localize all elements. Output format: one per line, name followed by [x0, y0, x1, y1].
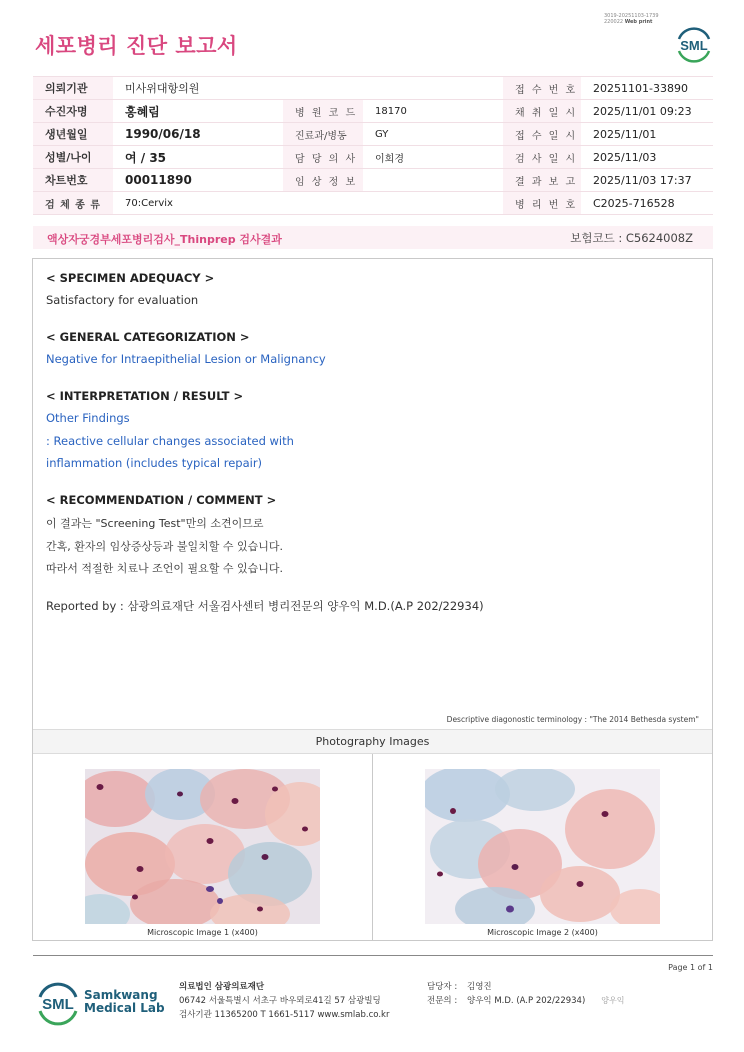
receipt-date-value: 2025/11/01 — [581, 123, 713, 146]
receipt-number-value: 20251101-33890 — [581, 77, 713, 100]
brand-line-1: Samkwang — [84, 988, 158, 1002]
info-row — [33, 123, 713, 146]
interpretation-line: : Reactive cellular changes associated with — [46, 434, 294, 448]
pathology-number-value: C2025-716528 — [581, 192, 713, 215]
info-row — [33, 146, 713, 169]
specimen-type-label: 검 체 종 류 — [33, 192, 113, 215]
specimen-type-value: 70:Cervix — [113, 192, 503, 215]
pathology-number-label: 병 리 번 호 — [503, 192, 581, 215]
result-report-value: 2025/11/03 17:37 — [581, 169, 713, 192]
report-title: 세포병리 진단 보고서 — [35, 34, 238, 58]
hospital-code-value: 18170 — [363, 100, 503, 123]
info-row — [33, 192, 713, 215]
test-name-bar — [33, 226, 713, 249]
print-number: 220022 — [604, 19, 624, 25]
receipt-date-label: 접 수 일 시 — [503, 123, 581, 146]
print-info — [604, 13, 659, 25]
brand-name — [84, 989, 165, 1015]
result-box — [32, 258, 713, 941]
physician-value: 이희경 — [363, 146, 503, 169]
result-report-label: 결 과 보 고 — [503, 169, 581, 192]
hospital-code-label: 병 원 코 드 — [283, 100, 363, 123]
microscopic-image-2-graphic — [425, 769, 660, 924]
logo-text: SML — [680, 38, 708, 53]
page-number: Page 1 of 1 — [668, 963, 713, 972]
general-categorization-heading: < GENERAL CATEGORIZATION > — [46, 330, 250, 344]
staff-label: 담당자 : — [427, 982, 458, 992]
clinical-info-value — [363, 169, 503, 192]
interpretation-line: inflammation (includes typical repair) — [46, 456, 263, 470]
birth-date-label: 생년월일 — [33, 123, 113, 146]
patient-name-value: 홍혜림 — [113, 100, 283, 123]
sml-logo-icon — [35, 980, 81, 1026]
test-date-label: 검 사 일 시 — [503, 146, 581, 169]
microscopic-image-1 — [85, 769, 320, 924]
recommendation-line: 이 결과는 "Screening Test"만의 소견이므로 — [46, 517, 264, 530]
chart-number-value: 00011890 — [113, 169, 283, 192]
organization-contact: 검사기관 11365200 T 1661-5117 www.smlab.co.kr — [179, 1010, 390, 1020]
terminology-note: Descriptive diagonostic terminology : "The 2014 Bethesda system" — [446, 715, 699, 724]
staff-info — [427, 980, 624, 1008]
chart-number-label: 차트번호 — [33, 169, 113, 192]
specimen-adequacy-text: Satisfactory for evaluation — [46, 293, 199, 307]
specialist-row — [427, 994, 624, 1008]
photo-divider — [372, 754, 373, 941]
recommendation-line: 간혹, 환자의 임상증상등과 불일치할 수 있습니다. — [46, 540, 283, 553]
photo-section-header — [33, 729, 712, 754]
info-row — [33, 100, 713, 123]
sex-age-value: 여 / 35 — [113, 146, 283, 169]
collection-datetime-label: 채 취 일 시 — [503, 100, 581, 123]
print-mode — [604, 19, 659, 25]
birth-date-value: 1990/06/18 — [113, 123, 283, 146]
physician-label: 담 당 의 사 — [283, 146, 363, 169]
photo-section-title: Photography Images — [315, 735, 430, 748]
info-row — [33, 169, 713, 192]
test-name: 액상자궁경부세포병리검사_Thinprep 검사결과 — [47, 233, 282, 246]
microscopic-image-2 — [425, 769, 660, 924]
test-date-value: 2025/11/03 — [581, 146, 713, 169]
receipt-number-label: 접 수 번 호 — [503, 77, 581, 100]
general-categorization-text: Negative for Intraepithelial Lesion or Malignancy — [46, 352, 326, 366]
insurance-code: 보험코드 : C5624008Z — [570, 231, 693, 245]
clinical-info-label: 임 상 정 보 — [283, 169, 363, 192]
print-id: 3019-20251103-1739 — [604, 13, 659, 19]
microscopic-image-1-graphic — [85, 769, 320, 924]
microscopic-image-1-caption: Microscopic Image 1 (x400) — [147, 928, 258, 937]
staff-row — [427, 980, 624, 994]
specialist-label: 전문의 : — [427, 996, 458, 1006]
interpretation-line: Other Findings — [46, 411, 130, 425]
department-value: GY — [363, 123, 503, 146]
logo-text: SML — [42, 996, 74, 1013]
reported-by: Reported by : 삼광의료재단 서울검사센터 병리전문의 양우익 M.D.(A.P 202/22934) — [46, 599, 484, 613]
sml-logo-icon — [674, 24, 714, 64]
requesting-institution-label: 의뢰기관 — [33, 77, 113, 100]
sex-age-label: 성별/나이 — [33, 146, 113, 169]
print-label: Web print — [624, 19, 653, 25]
info-row — [33, 77, 713, 100]
recommendation-heading: < RECOMMENDATION / COMMENT > — [46, 493, 277, 507]
collection-datetime-value: 2025/11/01 09:23 — [581, 100, 713, 123]
department-label: 진료과/병동 — [283, 123, 363, 146]
staff-name: 김영진 — [467, 982, 492, 992]
patient-name-label: 수진자명 — [33, 100, 113, 123]
interpretation-heading: < INTERPRETATION / RESULT > — [46, 389, 244, 403]
brand-line-2: Medical Lab — [84, 1001, 165, 1015]
organization-name: 의료법인 삼광의료재단 — [179, 982, 265, 992]
organization-address: 06742 서울특별시 서초구 바우뫼로41길 57 삼광빌딩 — [179, 996, 381, 1006]
footer-divider — [33, 955, 713, 956]
signature: 양우익 — [601, 996, 625, 1005]
organization-info — [179, 980, 389, 1022]
patient-info-table — [33, 76, 713, 215]
recommendation-line: 따라서 적절한 치료나 조언이 필요할 수 있습니다. — [46, 562, 283, 575]
requesting-institution-value: 미사위대항의원 — [113, 77, 503, 100]
specialist-name: 양우익 M.D. (A.P 202/22934) — [467, 996, 586, 1006]
specimen-adequacy-heading: < SPECIMEN ADEQUACY > — [46, 271, 215, 285]
microscopic-image-2-caption: Microscopic Image 2 (x400) — [487, 928, 598, 937]
